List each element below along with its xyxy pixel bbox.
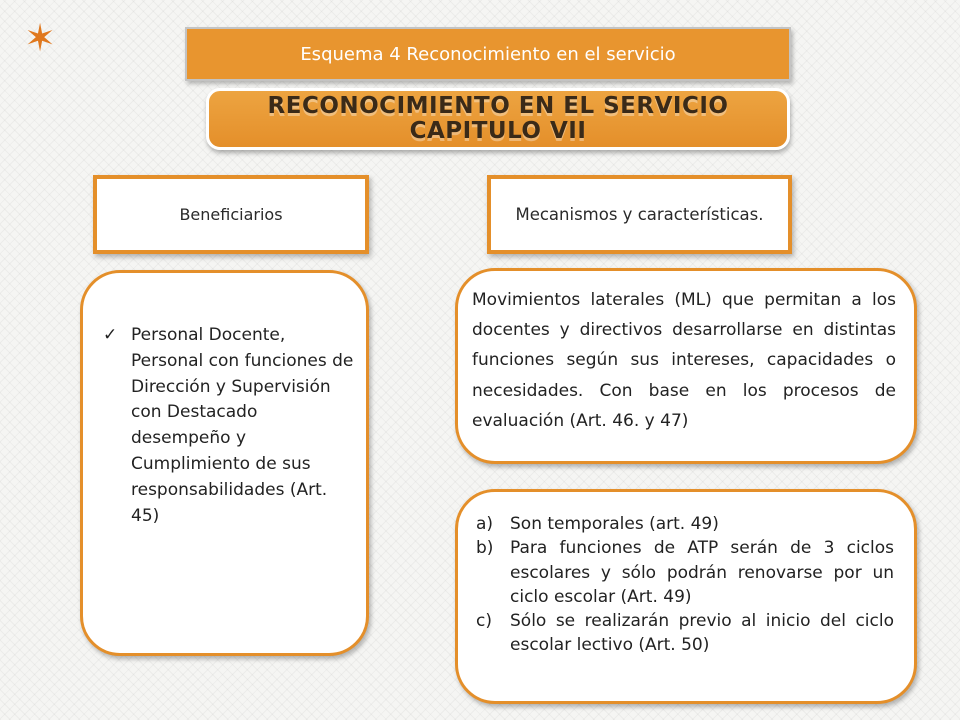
beneficiarios-item-text: Personal Docente, Personal con funciones de Dirección y Supervisión con Destacado desempeño y Cumplimiento de sus responsabilidades (Art. 45): [131, 325, 354, 526]
mecanismos-description: Movimientos laterales (ML) que permitan a los docentes y directivos desarrollarse en distintas funciones según sus intereses, capacidades o necesidades. Con base en los procesos de evaluación (Art. 46. y 47): [472, 290, 896, 431]
banner-line-1: RECONOCIMIENTO EN EL SERVICIO: [267, 93, 729, 119]
list-marker: a): [476, 514, 494, 534]
diagram-title: [185, 27, 791, 81]
diagram-title-text: Esquema 4 Reconocimiento en el servicio: [300, 43, 676, 65]
list-marker: b): [476, 538, 494, 559]
star-decoration-icon: ✶: [24, 16, 56, 60]
mecanismos-description-box: [455, 268, 917, 464]
list-item-text: Para funciones de ATP serán de 3 ciclos escolares y sólo podrán renovarse por un ciclo escolar (Art. 49): [510, 538, 894, 607]
mecanismos-list-box: [455, 489, 917, 704]
list-item: [476, 609, 894, 658]
mecanismos-label: Mecanismos y características.: [515, 205, 764, 224]
banner-line-2: CAPITULO VII: [409, 118, 587, 144]
list-item: [476, 512, 894, 536]
mecanismos-header: [487, 175, 792, 254]
list-item: [476, 536, 894, 609]
beneficiarios-item: [103, 323, 356, 529]
beneficiarios-content: [80, 270, 369, 656]
list-marker: c): [476, 611, 492, 632]
beneficiarios-header: [93, 175, 369, 254]
list-item-text: Son temporales (art. 49): [510, 514, 719, 534]
list-item-text: Sólo se realizarán previo al inicio del ciclo escolar lectivo (Art. 50): [510, 611, 894, 656]
mecanismos-list: [476, 512, 894, 658]
beneficiarios-label: Beneficiarios: [179, 205, 283, 224]
checkmark-icon: ✓: [103, 325, 118, 345]
chapter-banner: [206, 88, 790, 150]
